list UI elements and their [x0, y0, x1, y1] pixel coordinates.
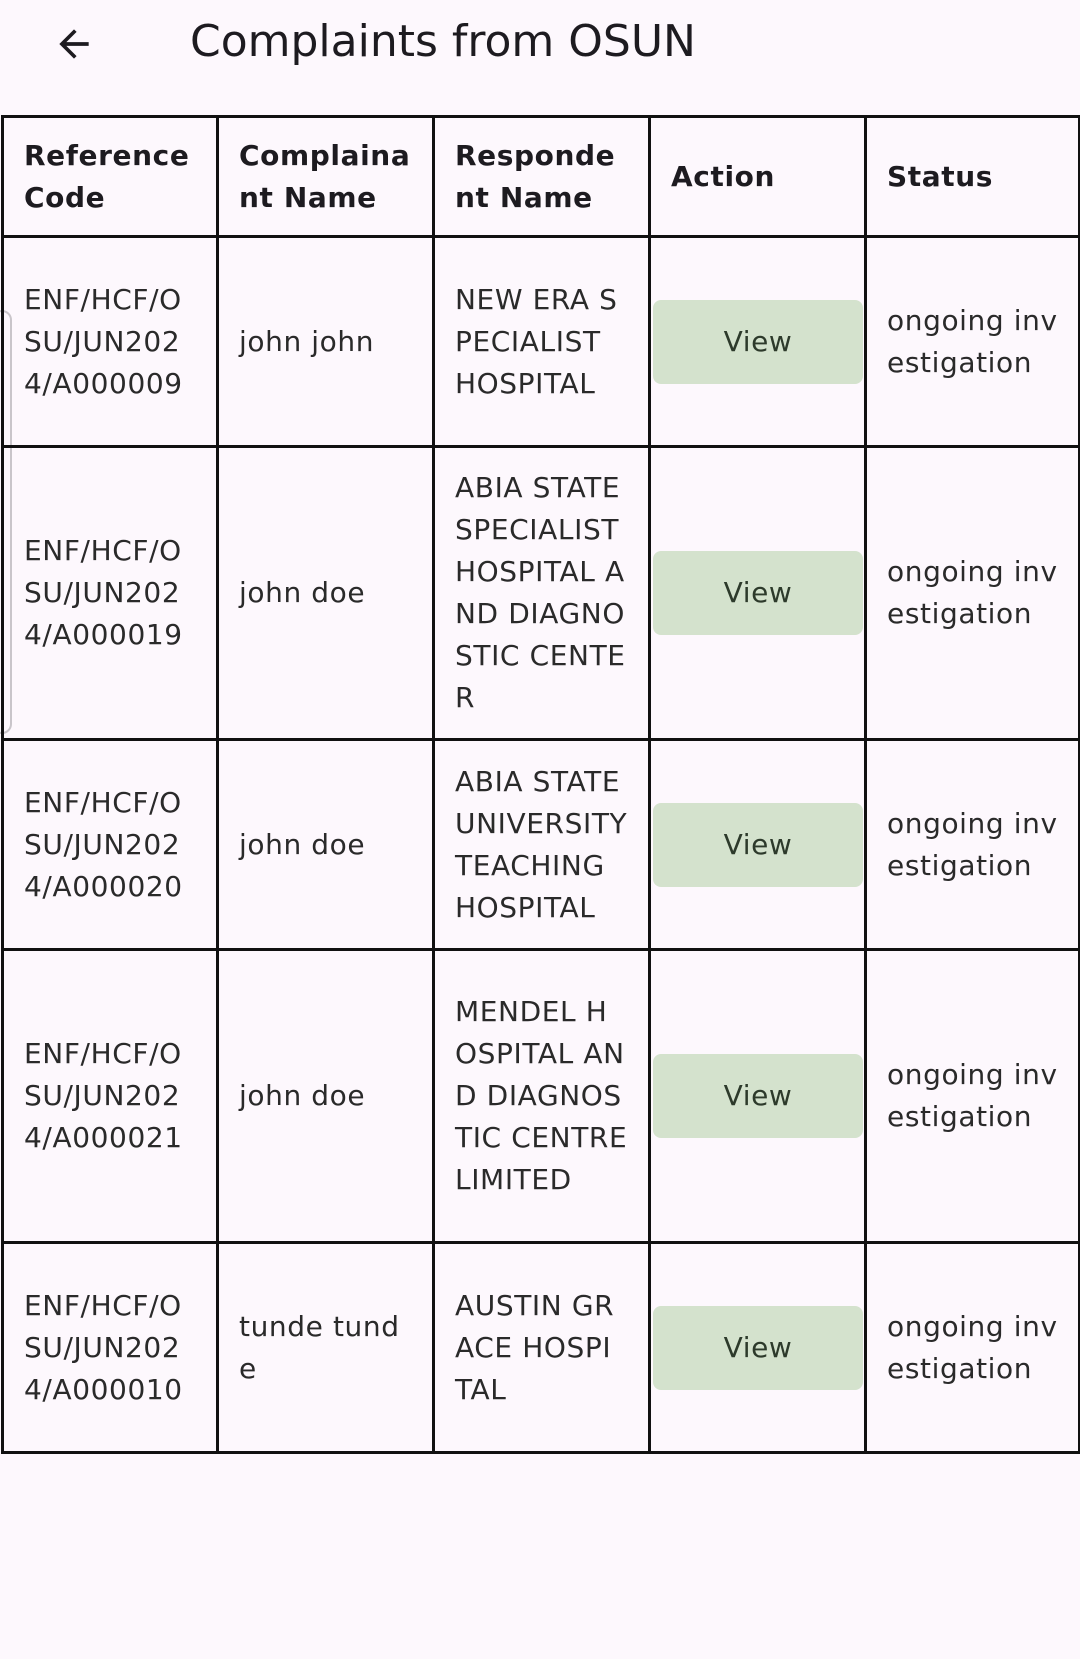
respondent-name-cell: AUSTIN GRACE HOSPITAL [434, 1243, 650, 1453]
complainant-name-cell: john doe [218, 447, 434, 740]
reference-code-cell: ENF/HCF/OSU/JUN2024/A000020 [3, 740, 218, 950]
header-action: Action [650, 117, 866, 237]
view-button[interactable]: View [653, 551, 863, 635]
header-respondent-name: Respondent Name [434, 117, 650, 237]
reference-code-cell: ENF/HCF/OSU/JUN2024/A000010 [3, 1243, 218, 1453]
complainant-name-cell: john doe [218, 950, 434, 1243]
table-row [3, 237, 1080, 447]
respondent-name-cell: ABIA STATE UNIVERSITY TEACHING HOSPITAL [434, 740, 650, 950]
action-cell [650, 237, 866, 447]
reference-code-cell: ENF/HCF/OSU/JUN2024/A000021 [3, 950, 218, 1243]
respondent-name-cell: NEW ERA SPECIALIST HOSPITAL [434, 237, 650, 447]
back-button[interactable] [44, 14, 104, 74]
status-cell: ongoing investigation [866, 1243, 1080, 1453]
status-cell: ongoing investigation [866, 447, 1080, 740]
complainant-name-cell: john doe [218, 740, 434, 950]
view-button[interactable]: View [653, 300, 863, 384]
table-row [3, 950, 1080, 1243]
table-header-row [3, 117, 1080, 237]
respondent-name-cell: ABIA STATE SPECIALIST HOSPITAL AND DIAGNOSTIC CENTER [434, 447, 650, 740]
action-cell [650, 740, 866, 950]
table-row [3, 740, 1080, 950]
reference-code-cell: ENF/HCF/OSU/JUN2024/A000009 [3, 237, 218, 447]
action-cell [650, 1243, 866, 1453]
view-button[interactable]: View [653, 1054, 863, 1138]
table-row [3, 1243, 1080, 1453]
arrow-back-icon [52, 22, 96, 66]
status-cell: ongoing investigation [866, 740, 1080, 950]
complaints-table [1, 115, 1080, 1454]
complainant-name-cell: tunde tunde [218, 1243, 434, 1453]
view-button[interactable]: View [653, 1306, 863, 1390]
action-cell [650, 950, 866, 1243]
page-title: Complaints from OSUN [190, 16, 696, 67]
header-reference-code: Reference Code [3, 117, 218, 237]
header-status: Status [866, 117, 1080, 237]
app-bar [0, 0, 1080, 88]
table-row [3, 447, 1080, 740]
reference-code-cell: ENF/HCF/OSU/JUN2024/A000019 [3, 447, 218, 740]
action-cell [650, 447, 866, 740]
status-cell: ongoing investigation [866, 237, 1080, 447]
complaints-table-container [0, 115, 1080, 1454]
header-complainant-name: Complainant Name [218, 117, 434, 237]
view-button[interactable]: View [653, 803, 863, 887]
status-cell: ongoing investigation [866, 950, 1080, 1243]
complainant-name-cell: john john [218, 237, 434, 447]
respondent-name-cell: MENDEL HOSPITAL AND DIAGNOSTIC CENTRE LIMITED [434, 950, 650, 1243]
